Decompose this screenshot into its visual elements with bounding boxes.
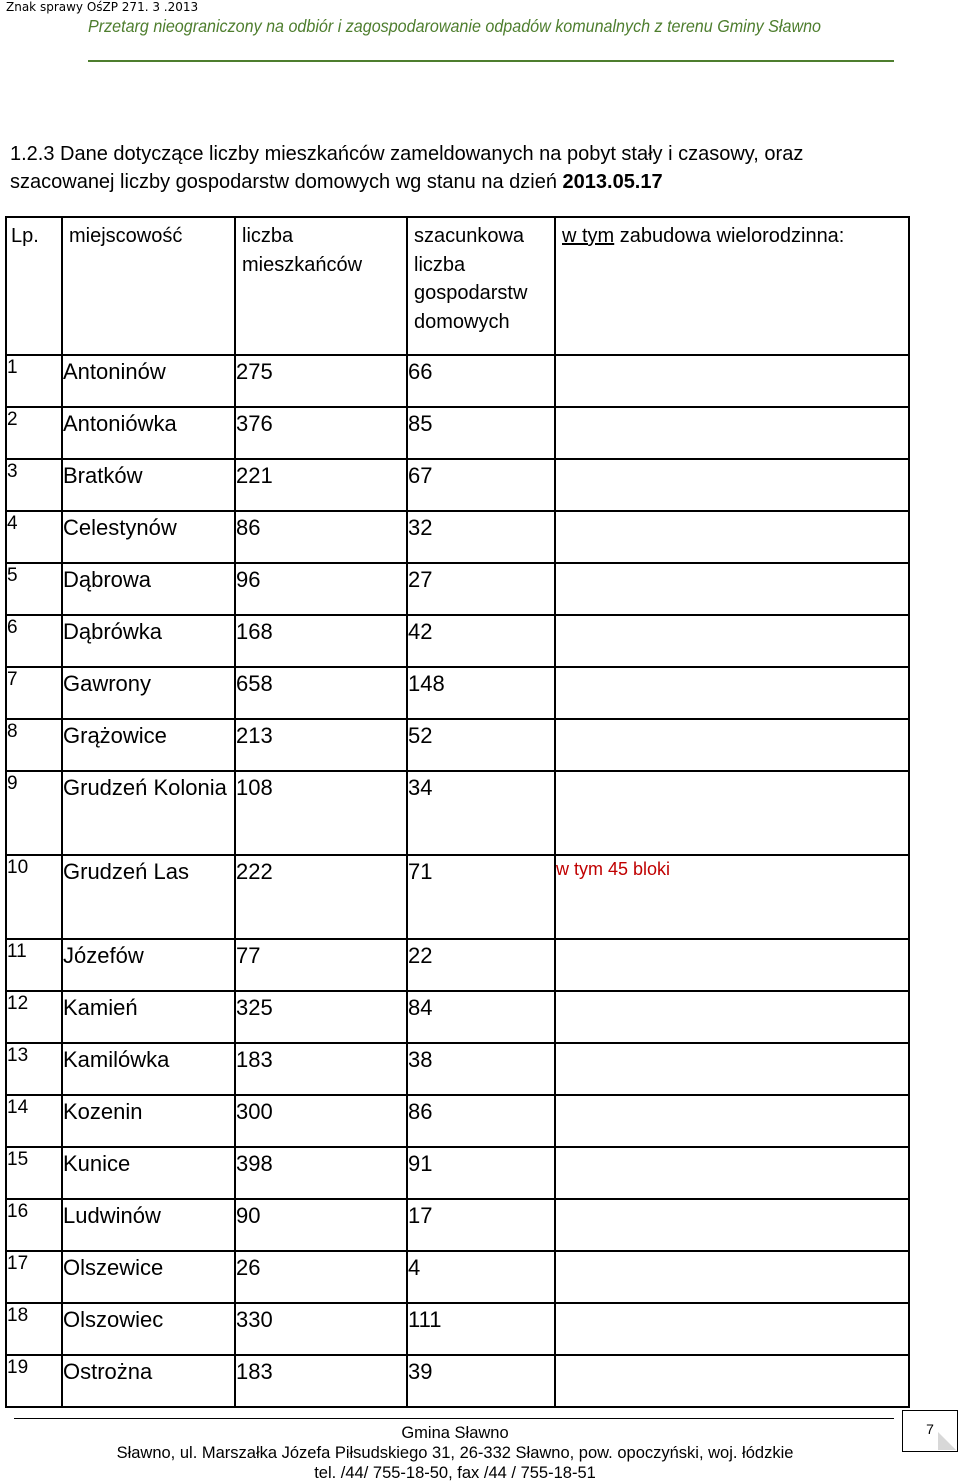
table-row (6, 771, 909, 855)
row-households: 85 (407, 407, 555, 459)
row-population: 90 (235, 1199, 407, 1251)
row-lp: 8 (6, 719, 62, 771)
header-multifamily (555, 217, 909, 355)
row-lp: 13 (6, 1043, 62, 1095)
row-households: 39 (407, 1355, 555, 1407)
row-note (555, 667, 909, 719)
row-population: 222 (235, 855, 407, 939)
row-households: 67 (407, 459, 555, 511)
row-place-name: Ludwinów (62, 1199, 235, 1251)
table-row (6, 855, 909, 939)
intro-line-1: 1.2.3 Dane dotyczące liczby mieszkańców zameldowanych na pobyt stały i czasowy, oraz (10, 143, 804, 165)
row-population: 183 (235, 1043, 407, 1095)
row-lp: 17 (6, 1251, 62, 1303)
intro-line-2: szacowanej liczby gospodarstw domowych wg stanu na dzień (10, 171, 563, 193)
row-place-name: Kozenin (62, 1095, 235, 1147)
row-population: 77 (235, 939, 407, 991)
row-households: 91 (407, 1147, 555, 1199)
footer-municipality: Gmina Sławno (401, 1424, 509, 1442)
row-note (555, 1147, 909, 1199)
row-note (555, 1199, 909, 1251)
row-note (555, 563, 909, 615)
row-population: 376 (235, 407, 407, 459)
row-population: 300 (235, 1095, 407, 1147)
row-place-name: Antoninów (62, 355, 235, 407)
row-note (555, 719, 909, 771)
row-place-name: Celestynów (62, 511, 235, 563)
table-row (6, 1355, 909, 1407)
header-divider (88, 60, 894, 62)
row-population: 183 (235, 1355, 407, 1407)
footer-address: Sławno, ul. Marszałka Józefa Piłsudskiego 31, 26-332 Sławno, pow. opoczyński, woj. łódzkie (116, 1444, 794, 1462)
row-place-name: Olszewice (62, 1251, 235, 1303)
table-row (6, 459, 909, 511)
table-row (6, 991, 909, 1043)
row-place-name: Grążowice (62, 719, 235, 771)
document-header-title: Przetarg nieograniczony na odbiór i zagospodarowanie odpadów komunalnych z terenu Gminy Sławno (88, 16, 821, 36)
table-row (6, 1303, 909, 1355)
row-place-name: Grudzeń Kolonia (62, 771, 235, 855)
row-households: 86 (407, 1095, 555, 1147)
row-note (555, 1095, 909, 1147)
row-note (555, 511, 909, 563)
row-place-name: Grudzeń Las (62, 855, 235, 939)
row-place-name: Bratków (62, 459, 235, 511)
row-lp: 18 (6, 1303, 62, 1355)
table-row (6, 355, 909, 407)
table-row (6, 511, 909, 563)
row-lp: 6 (6, 615, 62, 667)
row-note (555, 1355, 909, 1407)
table-row (6, 667, 909, 719)
row-households: 42 (407, 615, 555, 667)
row-population: 330 (235, 1303, 407, 1355)
row-note (555, 459, 909, 511)
table-row (6, 1147, 909, 1199)
row-population: 168 (235, 615, 407, 667)
row-place-name: Antoniówka (62, 407, 235, 459)
row-lp: 16 (6, 1199, 62, 1251)
header-place: miejscowość (62, 217, 235, 355)
row-place-name: Dąbrówka (62, 615, 235, 667)
row-lp: 15 (6, 1147, 62, 1199)
row-households: 148 (407, 667, 555, 719)
row-note (555, 991, 909, 1043)
row-lp: 19 (6, 1355, 62, 1407)
row-note: w tym 45 bloki (555, 855, 909, 939)
page-fold-corner (938, 1432, 956, 1450)
row-lp: 3 (6, 459, 62, 511)
row-lp: 4 (6, 511, 62, 563)
row-households: 22 (407, 939, 555, 991)
case-reference: Znak sprawy OśZP 271. 3 .2013 (6, 0, 199, 14)
header-multifamily-rest: zabudowa wielorodzinna: (614, 225, 845, 247)
header-lp: Lp. (6, 217, 62, 355)
row-note (555, 1303, 909, 1355)
row-population: 275 (235, 355, 407, 407)
table-row (6, 1043, 909, 1095)
page-number: 7 (902, 1410, 958, 1452)
row-lp: 14 (6, 1095, 62, 1147)
row-lp: 2 (6, 407, 62, 459)
row-place-name: Kunice (62, 1147, 235, 1199)
row-lp: 7 (6, 667, 62, 719)
row-households: 4 (407, 1251, 555, 1303)
row-place-name: Olszowiec (62, 1303, 235, 1355)
row-households: 52 (407, 719, 555, 771)
table-row (6, 615, 909, 667)
row-note (555, 771, 909, 855)
row-population: 398 (235, 1147, 407, 1199)
row-households: 66 (407, 355, 555, 407)
row-place-name: Kamilówka (62, 1043, 235, 1095)
row-population: 658 (235, 667, 407, 719)
population-table (5, 216, 910, 1408)
row-place-name: Józefów (62, 939, 235, 991)
row-lp: 10 (6, 855, 62, 939)
table-row (6, 407, 909, 459)
row-households: 34 (407, 771, 555, 855)
row-lp: 1 (6, 355, 62, 407)
row-population: 26 (235, 1251, 407, 1303)
row-population: 325 (235, 991, 407, 1043)
intro-date: 2013.05.17 (562, 171, 663, 193)
row-note (555, 1043, 909, 1095)
header-households: szacunkowa liczba gospodarstw domowych (407, 217, 555, 355)
table-row (6, 1199, 909, 1251)
row-households: 27 (407, 563, 555, 615)
table-row (6, 563, 909, 615)
row-place-name: Ostrożna (62, 1355, 235, 1407)
row-place-name: Gawrony (62, 667, 235, 719)
row-lp: 5 (6, 563, 62, 615)
table-row (6, 939, 909, 991)
row-households: 38 (407, 1043, 555, 1095)
row-population: 96 (235, 563, 407, 615)
row-note (555, 407, 909, 459)
header-multifamily-prefix: w tym (562, 225, 615, 247)
row-population: 108 (235, 771, 407, 855)
row-note (555, 615, 909, 667)
table-row (6, 1095, 909, 1147)
row-note (555, 1251, 909, 1303)
table-row (6, 1251, 909, 1303)
row-households: 111 (407, 1303, 555, 1355)
row-lp: 11 (6, 939, 62, 991)
row-households: 32 (407, 511, 555, 563)
row-households: 84 (407, 991, 555, 1043)
row-place-name: Dąbrowa (62, 563, 235, 615)
row-note (555, 939, 909, 991)
row-place-name: Kamień (62, 991, 235, 1043)
table-header-row (6, 217, 909, 355)
row-population: 213 (235, 719, 407, 771)
row-population: 221 (235, 459, 407, 511)
row-households: 71 (407, 855, 555, 939)
footer-contact: tel. /44/ 755-18-50, fax /44 / 755-18-51 (314, 1464, 596, 1482)
row-households: 17 (407, 1199, 555, 1251)
row-lp: 9 (6, 771, 62, 855)
section-intro (10, 140, 910, 196)
table-row (6, 719, 909, 771)
header-population: liczba mieszkańców (235, 217, 407, 355)
footer-divider (14, 1418, 894, 1419)
row-lp: 12 (6, 991, 62, 1043)
row-note (555, 355, 909, 407)
row-population: 86 (235, 511, 407, 563)
